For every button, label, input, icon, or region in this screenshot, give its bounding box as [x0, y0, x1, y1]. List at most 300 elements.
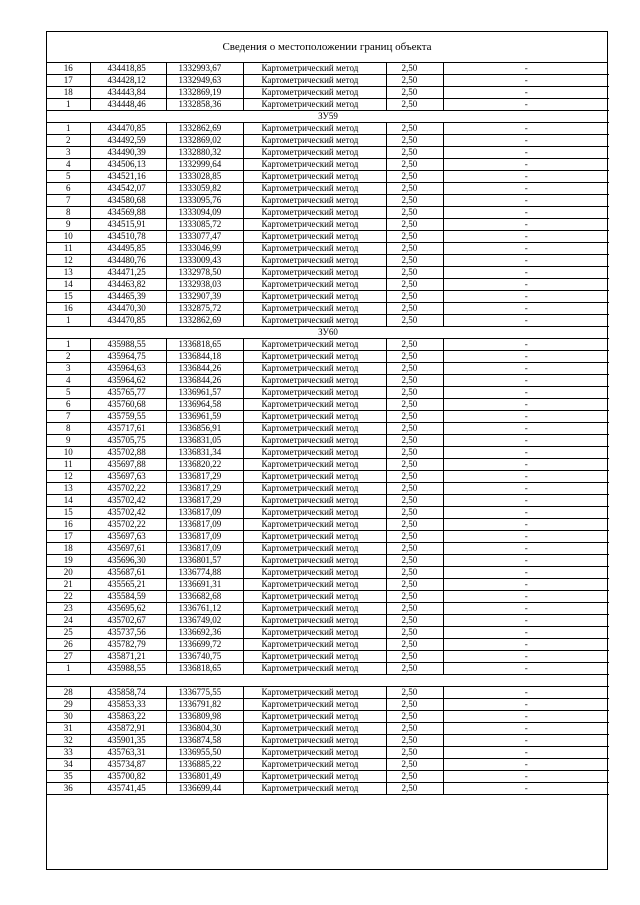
x-coordinate: 435782,79	[90, 639, 166, 651]
point-number: 8	[47, 207, 90, 219]
x-coordinate: 435741,45	[90, 783, 166, 795]
point-number: 8	[47, 423, 90, 435]
point-number: 19	[47, 555, 90, 567]
accuracy: 2,50	[386, 495, 443, 507]
point-number: 14	[47, 495, 90, 507]
method: Картометрический метод	[243, 291, 386, 303]
method: Картометрический метод	[243, 591, 386, 603]
point-number: 17	[47, 75, 90, 87]
point-number: 9	[47, 435, 90, 447]
y-coordinate: 1336801,49	[166, 771, 243, 783]
x-coordinate: 434418,85	[90, 63, 166, 75]
table-row	[47, 735, 609, 747]
x-coordinate: 435697,88	[90, 459, 166, 471]
y-coordinate: 1336774,88	[166, 567, 243, 579]
y-coordinate: 1336691,31	[166, 579, 243, 591]
point-number: 31	[47, 723, 90, 735]
point-number: 21	[47, 579, 90, 591]
table-row	[47, 711, 609, 723]
x-coordinate: 434580,68	[90, 195, 166, 207]
method: Картометрический метод	[243, 339, 386, 351]
method: Картометрический метод	[243, 435, 386, 447]
x-coordinate: 435705,75	[90, 435, 166, 447]
y-coordinate: 1333046,99	[166, 243, 243, 255]
accuracy: 2,50	[386, 123, 443, 135]
point-number: 5	[47, 171, 90, 183]
table-row	[47, 135, 609, 147]
accuracy: 2,50	[386, 399, 443, 411]
accuracy: 2,50	[386, 483, 443, 495]
point-number: 24	[47, 615, 90, 627]
table-row	[47, 663, 609, 675]
description: -	[443, 735, 609, 747]
y-coordinate: 1336817,29	[166, 471, 243, 483]
description: -	[443, 603, 609, 615]
description: -	[443, 723, 609, 735]
y-coordinate: 1336817,09	[166, 507, 243, 519]
method: Картометрический метод	[243, 135, 386, 147]
accuracy: 2,50	[386, 591, 443, 603]
point-number: 29	[47, 699, 90, 711]
y-coordinate: 1332949,63	[166, 75, 243, 87]
x-coordinate: 435734,87	[90, 759, 166, 771]
x-coordinate: 434448,46	[90, 99, 166, 111]
method: Картометрический метод	[243, 159, 386, 171]
table-row	[47, 627, 609, 639]
description: -	[443, 123, 609, 135]
x-coordinate: 434470,30	[90, 303, 166, 315]
method: Картометрический метод	[243, 351, 386, 363]
accuracy: 2,50	[386, 303, 443, 315]
accuracy: 2,50	[386, 255, 443, 267]
table-row	[47, 159, 609, 171]
y-coordinate: 1336775,55	[166, 687, 243, 699]
method: Картометрический метод	[243, 603, 386, 615]
table-row	[47, 339, 609, 351]
table-row	[47, 87, 609, 99]
table-row	[47, 699, 609, 711]
y-coordinate: 1332907,39	[166, 291, 243, 303]
table-row	[47, 639, 609, 651]
method: Картометрический метод	[243, 783, 386, 795]
parcel-label: ЗУ60	[47, 327, 609, 339]
accuracy: 2,50	[386, 663, 443, 675]
x-coordinate: 434542,07	[90, 183, 166, 195]
x-coordinate: 434495,85	[90, 243, 166, 255]
y-coordinate: 1336831,34	[166, 447, 243, 459]
method: Картометрический метод	[243, 63, 386, 75]
parcel-label	[47, 675, 609, 687]
method: Картометрический метод	[243, 483, 386, 495]
point-number: 36	[47, 783, 90, 795]
method: Картометрический метод	[243, 411, 386, 423]
x-coordinate: 435565,21	[90, 579, 166, 591]
y-coordinate: 1336740,75	[166, 651, 243, 663]
method: Картометрический метод	[243, 231, 386, 243]
table-row	[47, 651, 609, 663]
description: -	[443, 339, 609, 351]
table-row	[47, 531, 609, 543]
y-coordinate: 1336791,82	[166, 699, 243, 711]
table-row	[47, 687, 609, 699]
method: Картометрический метод	[243, 75, 386, 87]
x-coordinate: 435901,35	[90, 735, 166, 747]
y-coordinate: 1332875,72	[166, 303, 243, 315]
table-row	[47, 315, 609, 327]
accuracy: 2,50	[386, 147, 443, 159]
method: Картометрический метод	[243, 267, 386, 279]
y-coordinate: 1333059,82	[166, 183, 243, 195]
description: -	[443, 279, 609, 291]
table-row	[47, 603, 609, 615]
x-coordinate: 435697,61	[90, 543, 166, 555]
accuracy: 2,50	[386, 567, 443, 579]
point-number: 22	[47, 591, 90, 603]
method: Картометрический метод	[243, 699, 386, 711]
method: Картометрический метод	[243, 87, 386, 99]
x-coordinate: 434465,39	[90, 291, 166, 303]
table-row	[47, 243, 609, 255]
method: Картометрический метод	[243, 147, 386, 159]
accuracy: 2,50	[386, 711, 443, 723]
description: -	[443, 63, 609, 75]
x-coordinate: 435702,42	[90, 495, 166, 507]
point-number: 16	[47, 63, 90, 75]
description: -	[443, 639, 609, 651]
y-coordinate: 1332978,50	[166, 267, 243, 279]
table-row	[47, 207, 609, 219]
method: Картометрический метод	[243, 723, 386, 735]
section-header-row	[47, 327, 609, 339]
accuracy: 2,50	[386, 99, 443, 111]
accuracy: 2,50	[386, 315, 443, 327]
accuracy: 2,50	[386, 639, 443, 651]
y-coordinate: 1336801,57	[166, 555, 243, 567]
y-coordinate: 1333094,09	[166, 207, 243, 219]
method: Картометрический метод	[243, 303, 386, 315]
method: Картометрический метод	[243, 639, 386, 651]
description: -	[443, 399, 609, 411]
point-number: 5	[47, 387, 90, 399]
method: Картометрический метод	[243, 651, 386, 663]
section-header-row	[47, 675, 609, 687]
x-coordinate: 435702,22	[90, 483, 166, 495]
table-row	[47, 195, 609, 207]
accuracy: 2,50	[386, 735, 443, 747]
x-coordinate: 435858,74	[90, 687, 166, 699]
accuracy: 2,50	[386, 375, 443, 387]
y-coordinate: 1336761,12	[166, 603, 243, 615]
accuracy: 2,50	[386, 219, 443, 231]
description: -	[443, 483, 609, 495]
point-number: 33	[47, 747, 90, 759]
method: Картометрический метод	[243, 663, 386, 675]
x-coordinate: 435584,59	[90, 591, 166, 603]
y-coordinate: 1336804,30	[166, 723, 243, 735]
y-coordinate: 1332869,02	[166, 135, 243, 147]
x-coordinate: 435964,63	[90, 363, 166, 375]
accuracy: 2,50	[386, 423, 443, 435]
point-number: 1	[47, 663, 90, 675]
point-number: 11	[47, 243, 90, 255]
description: -	[443, 411, 609, 423]
accuracy: 2,50	[386, 351, 443, 363]
description: -	[443, 627, 609, 639]
y-coordinate: 1333095,76	[166, 195, 243, 207]
table-row	[47, 291, 609, 303]
table-row	[47, 75, 609, 87]
method: Картометрический метод	[243, 627, 386, 639]
accuracy: 2,50	[386, 543, 443, 555]
table-row	[47, 459, 609, 471]
accuracy: 2,50	[386, 627, 443, 639]
y-coordinate: 1336874,58	[166, 735, 243, 747]
table-row	[47, 543, 609, 555]
accuracy: 2,50	[386, 699, 443, 711]
point-number: 2	[47, 135, 90, 147]
method: Картометрический метод	[243, 243, 386, 255]
method: Картометрический метод	[243, 471, 386, 483]
description: -	[443, 663, 609, 675]
table-row	[47, 279, 609, 291]
accuracy: 2,50	[386, 615, 443, 627]
point-number: 4	[47, 159, 90, 171]
x-coordinate: 434490,39	[90, 147, 166, 159]
table-row	[47, 231, 609, 243]
description: -	[443, 183, 609, 195]
x-coordinate: 435853,33	[90, 699, 166, 711]
x-coordinate: 435687,61	[90, 567, 166, 579]
accuracy: 2,50	[386, 171, 443, 183]
y-coordinate: 1336961,59	[166, 411, 243, 423]
description: -	[443, 591, 609, 603]
table-row	[47, 471, 609, 483]
description: -	[443, 543, 609, 555]
method: Картометрический метод	[243, 711, 386, 723]
x-coordinate: 434515,91	[90, 219, 166, 231]
table-row	[47, 447, 609, 459]
point-number: 11	[47, 459, 90, 471]
y-coordinate: 1332880,32	[166, 147, 243, 159]
point-number: 7	[47, 411, 90, 423]
description: -	[443, 267, 609, 279]
accuracy: 2,50	[386, 759, 443, 771]
method: Картометрический метод	[243, 771, 386, 783]
description: -	[443, 747, 609, 759]
method: Картометрический метод	[243, 459, 386, 471]
description: -	[443, 423, 609, 435]
accuracy: 2,50	[386, 267, 443, 279]
accuracy: 2,50	[386, 771, 443, 783]
table-row	[47, 579, 609, 591]
x-coordinate: 435702,88	[90, 447, 166, 459]
y-coordinate: 1336818,65	[166, 339, 243, 351]
x-coordinate: 435737,56	[90, 627, 166, 639]
method: Картометрический метод	[243, 207, 386, 219]
y-coordinate: 1336817,09	[166, 543, 243, 555]
point-number: 16	[47, 519, 90, 531]
description: -	[443, 471, 609, 483]
y-coordinate: 1332993,67	[166, 63, 243, 75]
accuracy: 2,50	[386, 783, 443, 795]
method: Картометрический метод	[243, 315, 386, 327]
method: Картометрический метод	[243, 375, 386, 387]
accuracy: 2,50	[386, 363, 443, 375]
description: -	[443, 207, 609, 219]
accuracy: 2,50	[386, 507, 443, 519]
x-coordinate: 435697,63	[90, 471, 166, 483]
y-coordinate: 1336844,26	[166, 375, 243, 387]
accuracy: 2,50	[386, 291, 443, 303]
method: Картометрический метод	[243, 255, 386, 267]
section-header-row	[47, 111, 609, 123]
description: -	[443, 519, 609, 531]
description: -	[443, 531, 609, 543]
point-number: 15	[47, 507, 90, 519]
point-number: 7	[47, 195, 90, 207]
point-number: 6	[47, 399, 90, 411]
y-coordinate: 1333077,47	[166, 231, 243, 243]
point-number: 13	[47, 483, 90, 495]
point-number: 18	[47, 87, 90, 99]
x-coordinate: 435759,55	[90, 411, 166, 423]
x-coordinate: 434428,12	[90, 75, 166, 87]
method: Картометрический метод	[243, 747, 386, 759]
description: -	[443, 507, 609, 519]
table-row	[47, 63, 609, 75]
method: Картометрический метод	[243, 363, 386, 375]
y-coordinate: 1336856,91	[166, 423, 243, 435]
y-coordinate: 1332938,03	[166, 279, 243, 291]
description: -	[443, 387, 609, 399]
point-number: 18	[47, 543, 90, 555]
x-coordinate: 434470,85	[90, 123, 166, 135]
table-row	[47, 567, 609, 579]
accuracy: 2,50	[386, 279, 443, 291]
y-coordinate: 1336885,22	[166, 759, 243, 771]
y-coordinate: 1336955,50	[166, 747, 243, 759]
table-row	[47, 555, 609, 567]
x-coordinate: 434443,84	[90, 87, 166, 99]
accuracy: 2,50	[386, 603, 443, 615]
y-coordinate: 1336699,44	[166, 783, 243, 795]
point-number: 6	[47, 183, 90, 195]
table-row	[47, 591, 609, 603]
table-row	[47, 267, 609, 279]
accuracy: 2,50	[386, 339, 443, 351]
document-title: Сведения о местоположении границ объекта	[47, 32, 607, 63]
y-coordinate: 1336699,72	[166, 639, 243, 651]
method: Картометрический метод	[243, 543, 386, 555]
y-coordinate: 1336844,26	[166, 363, 243, 375]
table-row	[47, 375, 609, 387]
x-coordinate: 434521,16	[90, 171, 166, 183]
y-coordinate: 1332869,19	[166, 87, 243, 99]
method: Картометрический метод	[243, 519, 386, 531]
point-number: 34	[47, 759, 90, 771]
accuracy: 2,50	[386, 435, 443, 447]
method: Картометрический метод	[243, 123, 386, 135]
table-row	[47, 183, 609, 195]
point-number: 1	[47, 339, 90, 351]
x-coordinate: 435765,77	[90, 387, 166, 399]
accuracy: 2,50	[386, 447, 443, 459]
x-coordinate: 435872,91	[90, 723, 166, 735]
description: -	[443, 243, 609, 255]
description: -	[443, 771, 609, 783]
method: Картометрический метод	[243, 495, 386, 507]
description: -	[443, 435, 609, 447]
description: -	[443, 135, 609, 147]
y-coordinate: 1332999,64	[166, 159, 243, 171]
method: Картометрический метод	[243, 687, 386, 699]
y-coordinate: 1332858,36	[166, 99, 243, 111]
x-coordinate: 435863,22	[90, 711, 166, 723]
document-sheet	[46, 31, 608, 870]
table-row	[47, 171, 609, 183]
y-coordinate: 1332862,69	[166, 315, 243, 327]
description: -	[443, 651, 609, 663]
y-coordinate: 1336809,98	[166, 711, 243, 723]
description: -	[443, 759, 609, 771]
accuracy: 2,50	[386, 87, 443, 99]
accuracy: 2,50	[386, 231, 443, 243]
x-coordinate: 435695,62	[90, 603, 166, 615]
point-number: 17	[47, 531, 90, 543]
accuracy: 2,50	[386, 195, 443, 207]
x-coordinate: 435702,22	[90, 519, 166, 531]
description: -	[443, 99, 609, 111]
x-coordinate: 435988,55	[90, 339, 166, 351]
method: Картометрический метод	[243, 183, 386, 195]
y-coordinate: 1333009,43	[166, 255, 243, 267]
x-coordinate: 435871,21	[90, 651, 166, 663]
method: Картометрический метод	[243, 195, 386, 207]
table-row	[47, 483, 609, 495]
accuracy: 2,50	[386, 459, 443, 471]
point-number: 27	[47, 651, 90, 663]
x-coordinate: 435702,42	[90, 507, 166, 519]
point-number: 3	[47, 363, 90, 375]
y-coordinate: 1336817,09	[166, 531, 243, 543]
accuracy: 2,50	[386, 471, 443, 483]
x-coordinate: 435717,61	[90, 423, 166, 435]
point-number: 1	[47, 99, 90, 111]
method: Картометрический метод	[243, 171, 386, 183]
x-coordinate: 434470,85	[90, 315, 166, 327]
method: Картометрический метод	[243, 399, 386, 411]
method: Картометрический метод	[243, 579, 386, 591]
accuracy: 2,50	[386, 555, 443, 567]
x-coordinate: 434471,25	[90, 267, 166, 279]
method: Картометрический метод	[243, 219, 386, 231]
y-coordinate: 1336964,58	[166, 399, 243, 411]
point-number: 12	[47, 471, 90, 483]
description: -	[443, 159, 609, 171]
y-coordinate: 1336961,57	[166, 387, 243, 399]
table-row	[47, 123, 609, 135]
point-number: 12	[47, 255, 90, 267]
point-number: 10	[47, 231, 90, 243]
point-number: 30	[47, 711, 90, 723]
description: -	[443, 783, 609, 795]
accuracy: 2,50	[386, 531, 443, 543]
y-coordinate: 1336820,22	[166, 459, 243, 471]
point-number: 15	[47, 291, 90, 303]
point-number: 35	[47, 771, 90, 783]
accuracy: 2,50	[386, 519, 443, 531]
description: -	[443, 231, 609, 243]
